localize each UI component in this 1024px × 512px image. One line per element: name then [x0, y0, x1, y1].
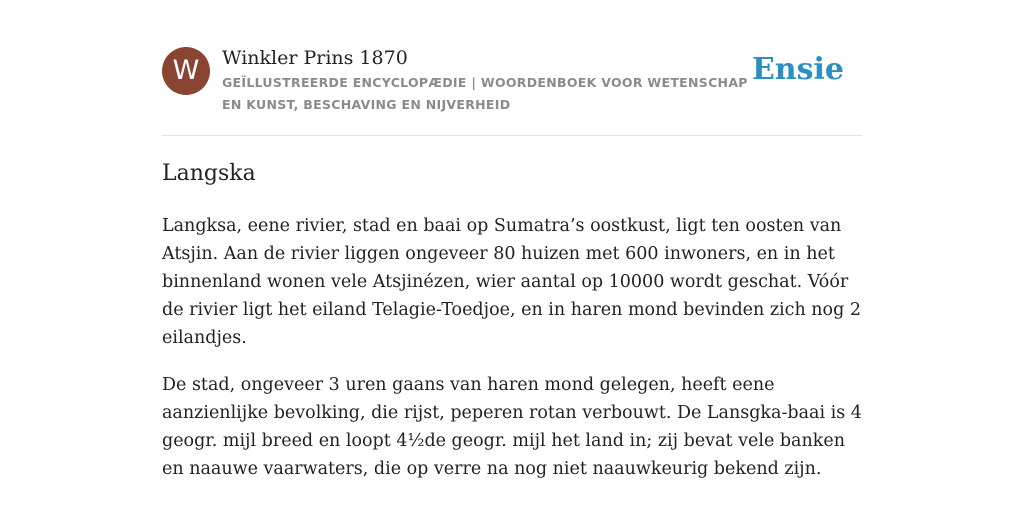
article-paragraph: Langksa, eene rivier, stad en baai op Sumatra’s oostkust, ligt ten oosten van Atsjin. Aan de rivier liggen ongeveer 80 huizen met 600 inwoners, en in het binnenland wonen vele Atsjinézen, wier aantal op 10000 wordt geschat. Vóór de rivier ligt het eiland Telagie-Toedjoe, en in haren mond bevinden zich nog 2 eilandjes. [162, 216, 861, 348]
content-container [162, 0, 862, 479]
ensie-logo-link[interactable]: Ensie [751, 52, 844, 87]
source-subtitle: GEÏLLUSTREERDE ENCYCLOPÆDIE | WOORDENBOEK VOOR WETENSCHAP EN KUNST, BESCHAVING EN NIJVERHEID [222, 75, 748, 112]
source-title[interactable]: Winkler Prins 1870 [222, 47, 408, 69]
article-paragraph: De stad, ongeveer 3 uren gaans van haren mond gelegen, heeft eene aanzienlijke bevolking, die rijst, peperen rotan verbouwt. De Lansgka-baai is 4 geogr. mijl breed en loopt 4½de geogr. mijl het land in; zij bevat vele banken en naauwe vaarwaters, die op verre na nog niet naauwkeurig bekend zijn. [162, 375, 862, 479]
source-header [162, 0, 862, 136]
article-body [162, 212, 862, 502]
source-avatar[interactable]: W [162, 47, 210, 95]
article-title: Langska [162, 161, 256, 186]
